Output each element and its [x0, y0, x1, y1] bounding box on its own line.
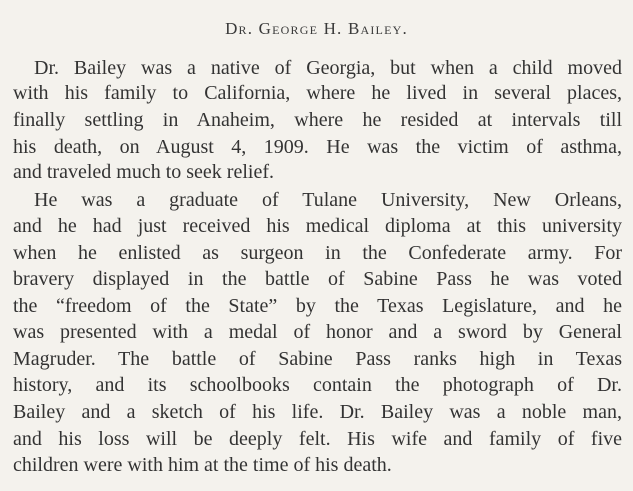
paragraph-1-line-5: and traveled much to seek relief.: [13, 161, 274, 183]
paragraph-2-line-4: bravery displayed in the battle of Sabine Pass he was voted: [13, 268, 622, 290]
paragraph-1-line-1: Dr. Bailey was a native of Georgia, but when a child moved: [34, 57, 622, 79]
paragraph-1-line-4: his death, on August 4, 1909. He was the victim of asthma,: [13, 136, 622, 158]
page-title: Dr. George H. Bailey.: [225, 19, 408, 38]
paragraph-1-line-3: finally settling in Anaheim, where he resided at intervals till: [13, 109, 622, 131]
paragraph-2-line-5: the “freedom of the State” by the Texas Legislature, and he: [13, 295, 622, 317]
paragraph-2-line-6: was presented with a medal of honor and a sword by General: [13, 321, 622, 343]
paragraph-2-line-8: history, and its schoolbooks contain the photograph of Dr.: [13, 374, 622, 396]
paragraph-2-line-1: He was a graduate of Tulane University, New Orleans,: [34, 189, 622, 211]
paragraph-2-line-2: and he had just received his medical diploma at this university: [13, 215, 622, 237]
paragraph-2-line-7: Magruder. The battle of Sabine Pass ranks high in Texas: [13, 348, 622, 370]
paragraph-2-line-11: children were with him at the time of his death.: [13, 454, 392, 476]
paragraph-2-line-10: and his loss will be deeply felt. His wife and family of five: [13, 428, 622, 450]
paragraph-1-line-2: with his family to California, where he lived in several places,: [13, 82, 622, 104]
paragraph-2-line-9: Bailey and a sketch of his life. Dr. Bailey was a noble man,: [13, 401, 622, 423]
paragraph-2-line-3: when he enlisted as surgeon in the Confederate army. For: [13, 242, 622, 264]
